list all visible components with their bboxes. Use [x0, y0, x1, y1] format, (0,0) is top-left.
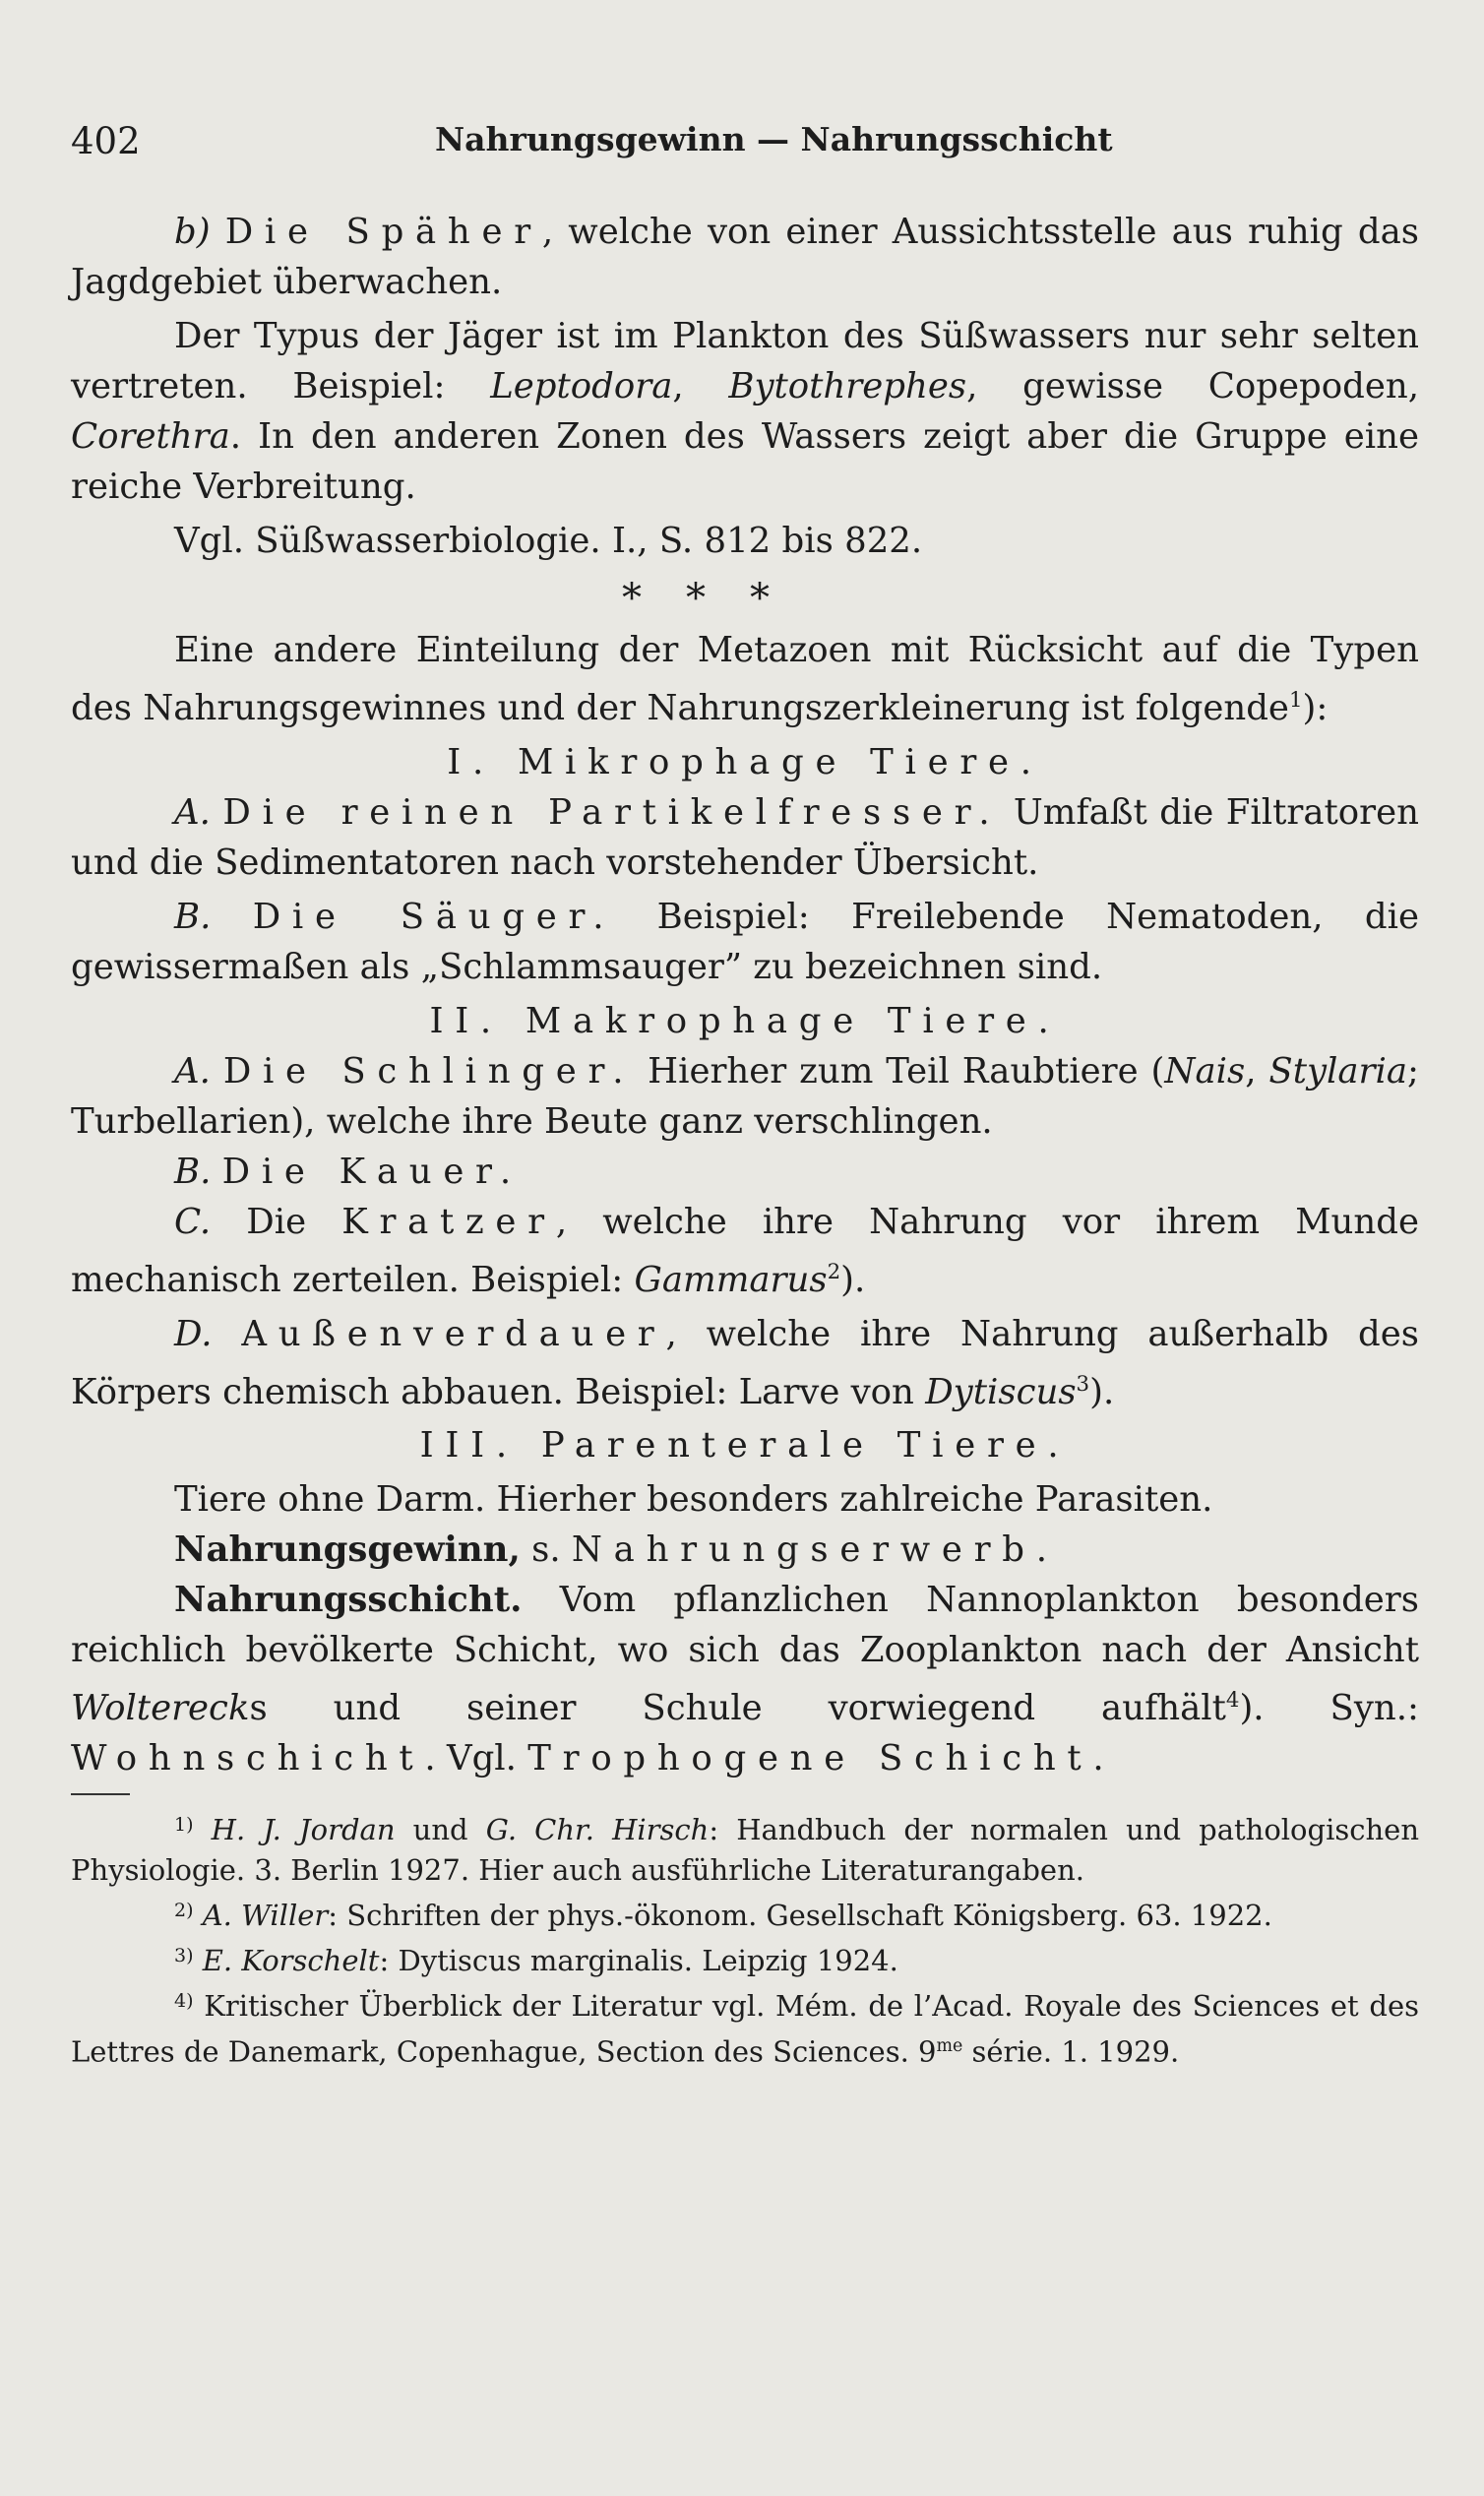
item-label: A. — [174, 791, 211, 833]
footnote-ref: 3 — [1076, 1371, 1090, 1397]
author-name: Woltereck — [71, 1688, 250, 1729]
text-run: . — [1092, 1738, 1104, 1779]
taxon-name: Dytiscus — [925, 1371, 1077, 1412]
page-body — [71, 207, 1419, 2073]
item-2a — [71, 1046, 1419, 1147]
text-run: Hierher zum Teil Raubtiere ( — [635, 1050, 1165, 1092]
entry-nahrungsgewinn — [71, 1525, 1419, 1575]
spaced-term: Die Säuger. — [252, 896, 616, 937]
paragraph-b-spaeher — [71, 207, 1419, 307]
text-run: ). Syn.: — [1239, 1688, 1420, 1729]
item-1a — [71, 787, 1419, 888]
footnote-number: 4) — [174, 1990, 194, 2013]
item-2d — [71, 1309, 1419, 1417]
paragraph-jaeger — [71, 311, 1419, 512]
text-run: : Dytiscus marginalis. Leipzig 1924. — [379, 1944, 898, 1978]
text-run: . In den anderen Zonen des Wassers zeigt aber die Gruppe eine reiche Verbreitung. — [71, 416, 1419, 507]
spaced-term: Kratzer — [341, 1201, 556, 1242]
text-run: Umfaßt die Filtratoren und die Sedimentatoren nach vorstehender Übersicht. — [71, 791, 1419, 883]
text-run: , — [672, 366, 729, 406]
heading-makrophage: II. Makrophage Tiere. — [429, 1000, 1061, 1041]
page-header — [71, 120, 1415, 179]
text-run: , gewisse Copepoden, — [966, 366, 1419, 406]
item-1b — [71, 892, 1419, 992]
text-run: Beispiel: Freilebende Nematoden, die gewissermaßen als „Schlammsauger” zu bezeichnen sind. — [71, 896, 1419, 987]
heading-parenterale: III. Parenterale Tiere. — [419, 1425, 1071, 1466]
running-head: Nahrungsgewinn — Nahrungsschicht — [435, 120, 1113, 158]
text-run: Eine andere Einteilung der Metazoen mit Rücksicht auf die Typen des Nahrungsgewinnes und der Nahrungszerkleinerung ist folgende — [71, 630, 1419, 728]
text-run: : Handbuch der normalen und pathologischen Physiologie. 3. Berlin 1927. Hier auch ausführliche Literaturangaben. — [71, 1813, 1419, 1888]
taxon-name: Gammarus — [634, 1259, 828, 1300]
star-mark: * — [750, 576, 770, 621]
item-label: C. — [174, 1201, 212, 1242]
author-name: G. Chr. Hirsch — [485, 1813, 710, 1847]
taxon-name: Leptodora — [490, 366, 673, 406]
text-run: , — [1245, 1050, 1269, 1092]
footnote-rule — [71, 1793, 130, 1795]
author-name: E. Korschelt — [202, 1944, 380, 1978]
footnote-number: 1) — [174, 1814, 194, 1837]
item-label: D. — [174, 1313, 213, 1354]
taxon-name: Nais — [1164, 1050, 1246, 1092]
text-run: , welche ihre Nahrung vor ihrem Munde mechanisch zerteilen. Beispiel: — [71, 1201, 1420, 1300]
star-mark: * — [686, 576, 706, 621]
footnote-2 — [71, 1891, 1419, 1936]
text-run: . Vgl. — [424, 1738, 528, 1779]
spaced-term: Außenverdauer — [241, 1313, 666, 1354]
taxon-name: Bytothrephes — [728, 366, 967, 406]
item-2c — [71, 1197, 1419, 1305]
text-run: . — [1035, 1529, 1048, 1571]
spaced-term: Die Kauer. — [221, 1151, 523, 1192]
spaced-term: Die reinen Partikelfresser. — [222, 791, 1002, 833]
entry-nahrungsschicht — [71, 1575, 1419, 1783]
item-label: B. — [174, 896, 212, 937]
text-run: , welche von einer Aussichtsstelle aus ruhig das Jagdgebiet überwachen. — [71, 212, 1419, 302]
footnote-3 — [71, 1936, 1419, 1981]
paragraph-parenterale: Tiere ohne Darm. Hierher besonders zahlreiche Parasiten. — [174, 1479, 1213, 1521]
text-run: Der Typus der Jäger ist im Plankton des Süßwassers nur sehr selten vertreten. Beispiel: — [71, 316, 1419, 406]
text-run: , welche ihre Nahrung außerhalb des Körpers chemisch abbauen. Beispiel: Larve von — [71, 1313, 1419, 1412]
page-number: 402 — [71, 120, 141, 162]
paragraph-einteilung — [71, 625, 1419, 733]
text-run: ): — [1302, 687, 1329, 728]
footnote-number: 3) — [174, 1945, 194, 1967]
spaced-term: Die Schlinger. — [222, 1050, 636, 1092]
text-run: s und seiner Schule vorwiegend aufhält — [249, 1688, 1226, 1729]
taxon-name: Stylaria — [1268, 1050, 1408, 1092]
author-name: H. J. Jordan — [211, 1813, 396, 1847]
spaced-term: Wohnschicht — [71, 1738, 425, 1779]
text-run: Kritischer Überblick der Literatur vgl. Mém. de l’Acad. Royale des Sciences et des Lettres de Danemark, Copenhague, Section des Sciences. 9 — [71, 1989, 1420, 2069]
text-run: Die — [246, 1201, 342, 1242]
text-run: Vom pflanzlichen Nannoplankton besonders reichlich bevölkerte Schicht, wo sich das Zooplankton nach der Ansicht — [71, 1580, 1419, 1671]
footnote-1 — [71, 1805, 1419, 1891]
paragraph-vgl: Vgl. Süßwasserbiologie. I., S. 812 bis 822. — [174, 521, 923, 561]
item-label: A. — [174, 1050, 211, 1092]
text-run: ). — [1089, 1371, 1115, 1412]
star-mark: * — [622, 576, 642, 621]
footnote-ref: 4 — [1225, 1688, 1240, 1714]
footnote-4 — [71, 1981, 1419, 2073]
text-run: série. 1. 1929. — [962, 2034, 1180, 2069]
text-run: ). — [840, 1259, 866, 1300]
spaced-term: Die Späher — [224, 212, 542, 252]
footnote-ref: 2 — [827, 1259, 841, 1284]
text-run: s. — [520, 1529, 572, 1571]
entry-headword: Nahrungsschicht. — [174, 1580, 523, 1621]
section-divider-stars — [71, 566, 1419, 625]
item-label: B. — [174, 1151, 212, 1192]
author-name: A. Willer — [202, 1899, 329, 1933]
spaced-term: Nahrungserwerb — [571, 1529, 1036, 1571]
entry-headword: Nahrungsgewinn, — [174, 1529, 521, 1571]
item-label: b) — [174, 212, 211, 252]
text-run: : Schriften der phys.-ökonom. Gesellschaft Königsberg. 63. 1922. — [328, 1899, 1272, 1933]
taxon-name: Corethra — [71, 416, 230, 457]
heading-mikrophage: I. Mikrophage Tiere. — [447, 741, 1043, 782]
spaced-term: Trophogene Schicht — [527, 1738, 1093, 1779]
superscript: me — [936, 2036, 963, 2057]
footnote-number: 2) — [174, 1900, 194, 1922]
text-run: ; Turbellarien), welche ihre Beute ganz verschlingen. — [71, 1050, 1419, 1142]
text-run: und — [395, 1813, 486, 1847]
footnote-ref: 1 — [1288, 688, 1303, 713]
item-2b — [71, 1147, 1419, 1197]
